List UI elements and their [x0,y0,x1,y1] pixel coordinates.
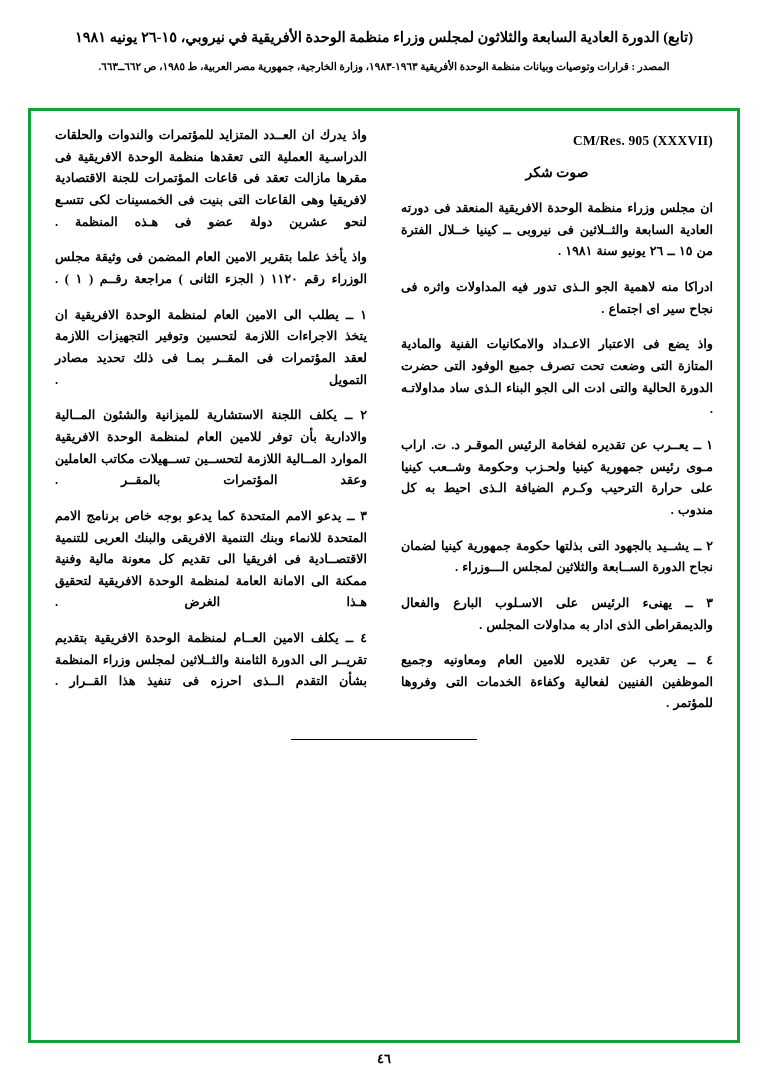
paragraph: ٢ ــ يكلف اللجنة الاستشارية للميزانية والشئون المــالية والادارية بأن توفر للامين العام لمنظمة الوحدة الافريقية الموارد المــالية اللازمة لتحســين تســهيلات مكاتب العاملين وعقد المؤتمرات بالمقــر . [55,408,367,488]
paragraph: ادراكا منه لاهمية الجو الـذى تدور فيه المداولات واثره فى نجاح سير اى اجتماع . [401,279,713,316]
header-title: (تابع) الدورة العادية السابعة والثلاثون لمجلس وزراء منظمة الوحدة الأفريقية في نيروبي، ١٥-٢٦ يونيه ١٩٨١ [74,30,694,46]
header-source: المصدر : قرارات وتوصيات وبيانات منظمة الوحدة الأفريقية ١٩٦٣-١٩٨٣، وزارة الخارجية، جمهورية مصر العربية، ط ١٩٨٥، ص ٦٦٢ــ٦٦٣. [98,61,670,73]
two-column-layout [55,125,713,729]
paragraph: ان مجلس وزراء منظمة الوحدة الافريقية المنعقد فى دورته العادية السابعة والثــلاثين فى نيروبى ــ كينيا خــلال الفترة من ١٥ ــ ٢٦ يونيو سنة ١٩٨١ . [401,201,713,259]
paragraph: واذ يأخذ علما بتقرير الامين العام المضمن فى وثيقة مجلس الوزراء رقم ١١٢٠ ( الجزء الثانى ) مراجعة رقــم ( ١ ) . [55,250,368,286]
paragraph: ١ ــ يعــرب عن تقديره لفخامة الرئيس الموقـر د. ت. اراب مـوى رئيس جمهورية كينيا ولحـزب وحكومة وشــعب كينيا على حرارة الترحيب وكـرم الضيافة الـذى احيط به كل مندوب . [401,437,713,517]
paragraph: ٤ ــ يعرب عن تقديره للامين العام ومعاونيه وجميع الموظفين الفنيين لفعالية وكفاءة الخدمات التى وفروها للمؤتمر . [401,653,713,711]
resolution-code: CM/Res. 905 (XXXVII) [572,133,713,148]
paragraph: واذ يدرك ان العــدد المتزايد للمؤتمرات والندوات والحلقات الدراسـية العملية التى تعقدها منظمة الوحدة الافريقية فى مقرها مازالت تعقد فى قاعات المؤتمرات للجنة الاقتصادية لافريقيا وهى القاعات التى بنيت فى الخمسينات لكى تتسـع لنحو عشرين دولة عضو فى هـذه المنظمة . [55,128,367,229]
column-left [55,125,367,729]
column-right [401,125,713,729]
paragraph: ١ ــ يطلب الى الامين العام لمنظمة الوحدة الافريقية ان يتخذ الاجراءات اللازمة لتحسين وتوفير التجهيزات اللازمة لعقد المؤتمرات فى المقــر بمـا فى ذلك تحديد مصادر التمويل . [55,307,367,387]
paragraph: ٣ ــ يهنىء الرئيس على الاسـلوب البارع والفعال والديمقراطى الذى ادار به مداولات المجلس . [401,595,713,632]
resolution-title: صوت شكر [525,166,589,181]
horizontal-rule [31,739,737,740]
page-header [0,28,768,76]
paragraph: ٢ ــ يشــيد بالجهود التى بذلتها حكومة جمهورية كينيا لضمان نجاح الدورة الســابعة والثلاثين لمجلس الـــوزراء . [401,538,713,575]
rule-line [291,739,477,740]
content-frame [28,108,740,1043]
paragraph: ٤ ــ يكلف الامين العــام لمنظمة الوحدة الافريقية بتقديم تقريــر الى الدورة الثامنة والثــلاثين لمجلس وزراء المنظمة بشأن التقدم الــذى احرزه فى تنفيذ هذا القــرار . [55,631,367,689]
page-number: ٤٦ [377,1051,391,1066]
paragraph: ٣ ــ يدعو الامم المتحدة كما يدعو بوجه خاص برنامج الامم المتحدة للانماء وبنك التنمية الافريقى والبنك العربى للتنمية الاقتصــادية فى افريقيا الى تقديم كل معونة مالية وفنية ممكنة الى الامانة العامة لمنظمة الوحدة الافريقية لتحقيق هـذا الغرض . [55,508,367,610]
paragraph: واذ يضع فى الاعتبار الاعـداد والامكانيات الفنية والمادية المتازة التى وضعت تحت تصرف جميع الوفود التى حضرت الدورة الحالية والتى ادت الى الجو البناء الـذى ساد مداولاتـه . [401,337,713,417]
